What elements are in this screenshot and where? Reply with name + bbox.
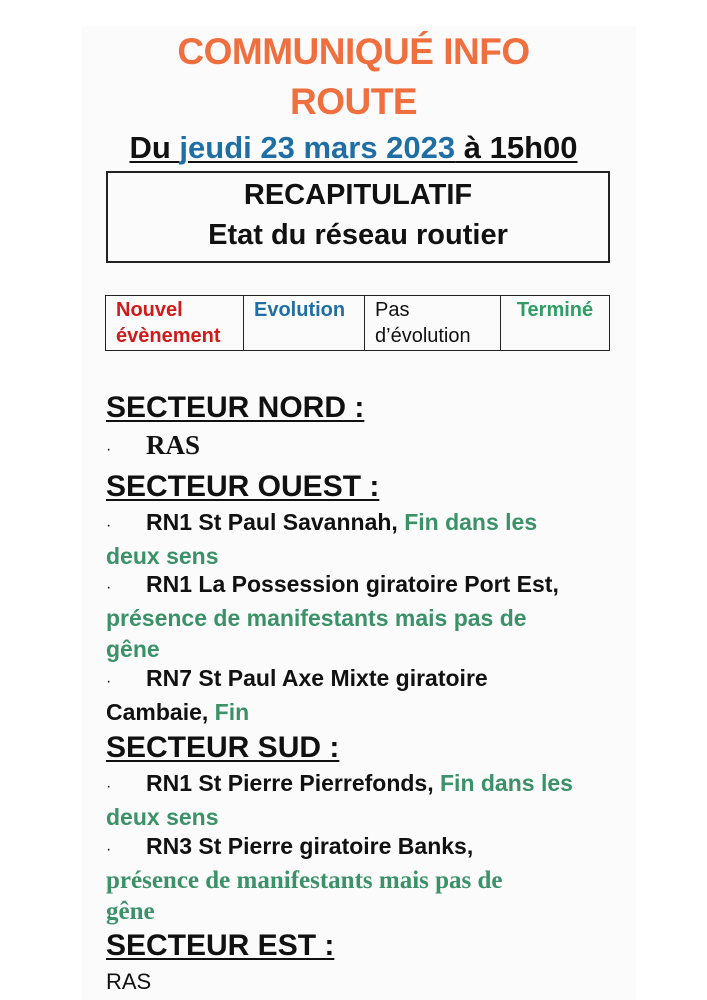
road-status: Fin bbox=[214, 699, 250, 725]
road-status: Fin dans les bbox=[404, 509, 538, 535]
bullet: · bbox=[106, 841, 112, 858]
date-prefix: Du bbox=[129, 130, 180, 165]
road-status-cont: deux sens bbox=[106, 804, 219, 830]
date-value: jeudi 23 mars 2023 bbox=[179, 130, 456, 165]
list-item bbox=[106, 507, 626, 572]
bullet: · bbox=[106, 579, 112, 596]
ras-text: RAS bbox=[146, 430, 201, 460]
legend-no-evolution bbox=[365, 296, 501, 351]
bullet: · bbox=[106, 441, 112, 458]
road-status-cont: deux sens bbox=[106, 543, 219, 569]
legend-new-line2: évènement bbox=[116, 325, 221, 347]
road-status: présence de manifestants mais pas de bbox=[106, 605, 527, 631]
sector-est-ras: RAS bbox=[106, 969, 152, 994]
sector-est-title: SECTEUR EST : bbox=[106, 929, 335, 962]
legend-table bbox=[105, 295, 610, 351]
road-name: RN7 St Paul Axe Mixte giratoire bbox=[146, 665, 488, 691]
road-status-cont: gêne bbox=[106, 636, 160, 662]
road-name: RN3 St Pierre giratoire Banks, bbox=[146, 833, 474, 859]
road-name: RN1 St Paul Savannah, bbox=[146, 509, 398, 535]
list-item bbox=[106, 569, 626, 665]
recap-title: RECAPITULATIF bbox=[243, 179, 473, 211]
bullet: · bbox=[106, 673, 112, 690]
sector-nord-ras bbox=[106, 430, 626, 465]
title-line-2: ROUTE bbox=[290, 81, 417, 122]
sector-nord-title: SECTEUR NORD : bbox=[106, 391, 365, 424]
road-name: RN1 St Pierre Pierrefonds, bbox=[146, 770, 434, 796]
sector-ouest-title: SECTEUR OUEST : bbox=[106, 470, 380, 503]
list-item bbox=[106, 768, 626, 833]
list-item bbox=[106, 831, 626, 927]
list-item bbox=[106, 663, 626, 728]
road-name-cont: Cambaie, bbox=[106, 699, 209, 725]
legend-new-line1: Nouvel bbox=[116, 299, 183, 321]
road-status: présence de manifestants mais pas de bbox=[106, 867, 503, 894]
title-line-1: COMMUNIQUÉ INFO bbox=[177, 31, 530, 72]
bullet: · bbox=[106, 517, 112, 534]
legend-new-event bbox=[106, 296, 244, 351]
recap-box bbox=[106, 171, 610, 263]
bullet: · bbox=[106, 778, 112, 795]
road-status-cont: gêne bbox=[106, 898, 155, 925]
road-name: RN1 La Possession giratoire Port Est, bbox=[146, 571, 559, 597]
road-status: Fin dans les bbox=[440, 770, 573, 796]
legend-pas-line2: d’évolution bbox=[375, 325, 471, 347]
date-suffix: à 15h00 bbox=[455, 130, 578, 165]
legend-pas-line1: Pas bbox=[375, 299, 410, 321]
legend-termine: Terminé bbox=[501, 296, 610, 351]
sector-sud-title: SECTEUR SUD : bbox=[106, 731, 340, 764]
recap-subtitle: Etat du réseau routier bbox=[208, 219, 508, 251]
date-line bbox=[0, 128, 707, 168]
legend-evolution: Evolution bbox=[244, 296, 365, 351]
